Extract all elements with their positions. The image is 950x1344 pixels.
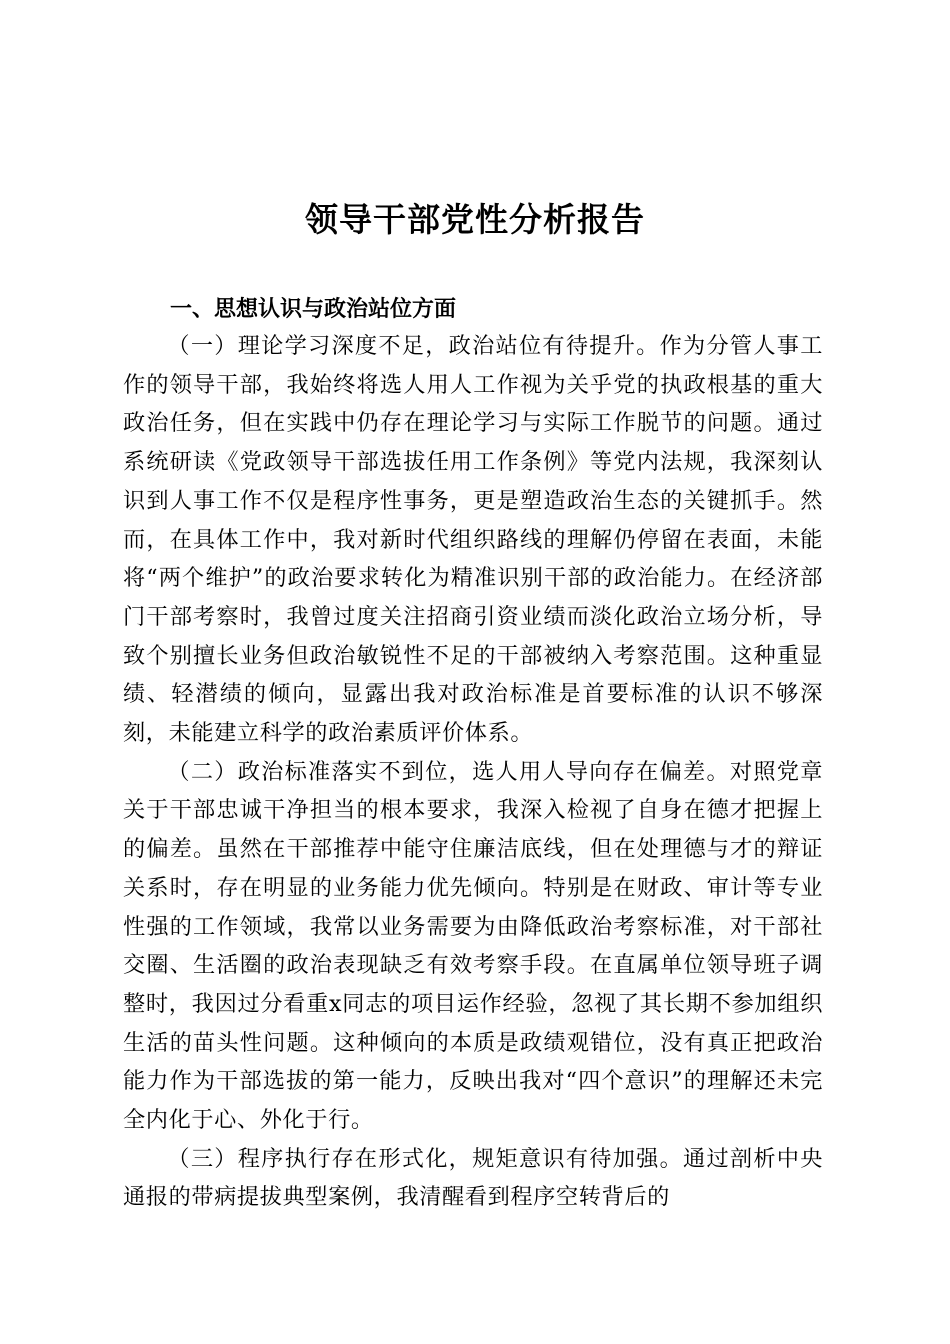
section-heading: 一、思想认识与政治站位方面 xyxy=(170,297,457,322)
document-title: 领导干部党性分析报告 xyxy=(305,200,645,239)
paragraph-2: （二）政治标准落实不到位，选人用人导向存在偏差。对照党章关于干部忠诚干净担当的根本要求，我深入检视了自身在德才把握上的偏差。虽然在干部推荐中能守住廉洁底线，但在处理德与才的辩证关系时，存在明显的业务能力优先倾向。特别是在财政、审计等专业性强的工作领域，我常以业务需要为由降低政治考察标准，对干部社交圈、生活圈的政治表现缺乏有效考察手段。在直属单位领导班子调整时，我因过分看重x同志的项目运作经验，忽视了其长期不参加组织生活的苗头性问题。这种倾向的本质是政绩观错位，没有真正把政治能力作为干部选拔的第一能力，反映出我对“四个意识”的理解还未完全内化于心、外化于行。 xyxy=(123,758,823,1134)
paragraph-3: （三）程序执行存在形式化，规矩意识有待加强。通过剖析中央通报的带病提拔典型案例，我清醒看到程序空转背后的 xyxy=(123,1145,823,1211)
paragraph-1: （一）理论学习深度不足，政治站位有待提升。作为分管人事工作的领导干部，我始终将选人用人工作视为关乎党的执政根基的重大政治任务，但在实践中仍存在理论学习与实际工作脱节的问题。通过系统研读《党政领导干部选拔任用工作条例》等党内法规，我深刻认识到人事工作不仅是程序性事务，更是塑造政治生态的关键抓手。然而，在具体工作中，我对新时代组织路线的理解仍停留在表面，未能将“两个维护”的政治要求转化为精准识别干部的政治能力。在经济部门干部考察时，我曾过度关注招商引资业绩而淡化政治立场分析，导致个别擅长业务但政治敏锐性不足的干部被纳入考察范围。这种重显绩、轻潜绩的倾向，显露出我对政治标准是首要标准的认识不够深刻，未能建立科学的政治素质评价体系。 xyxy=(123,333,823,747)
document-body xyxy=(123,327,823,1217)
